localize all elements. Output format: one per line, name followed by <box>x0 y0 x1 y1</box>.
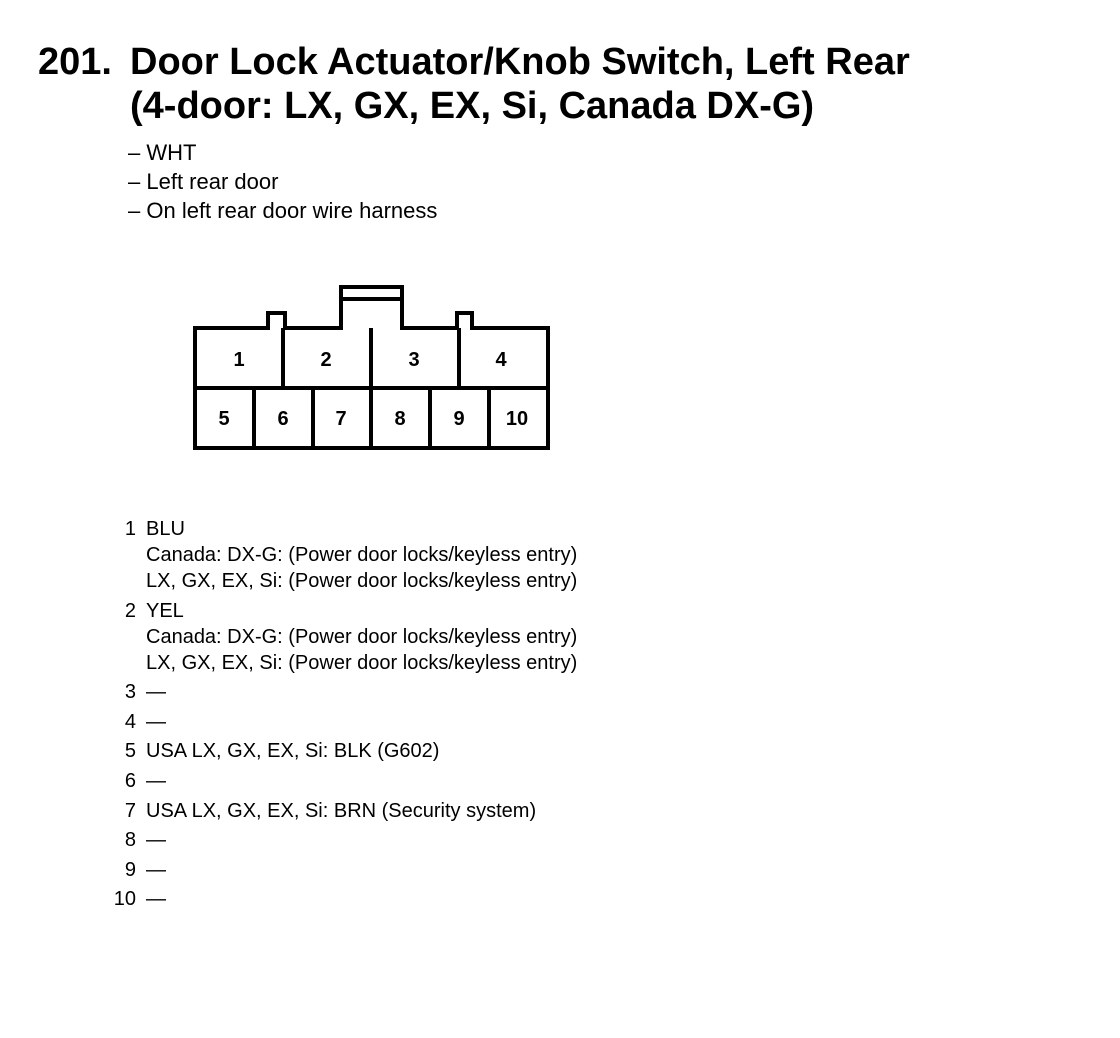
cavity-label: 9 <box>453 408 465 430</box>
connector-color: – WHT <box>128 138 437 167</box>
pin-number: 10 <box>113 888 136 911</box>
title-line-2: (4-door: LX, GX, EX, Si, Canada DX-G) <box>130 85 815 127</box>
pin-number: 9 <box>124 858 136 881</box>
pin-description: — <box>146 769 166 792</box>
pin-description: — <box>146 710 166 733</box>
pin-description: USA LX, GX, EX, Si: BRN (Security system) <box>146 799 537 822</box>
pin-number: 3 <box>124 681 136 704</box>
pin-entry <box>110 857 577 883</box>
pin-entry <box>110 827 577 853</box>
pin-number: 8 <box>124 829 136 852</box>
pin-entry <box>110 516 577 594</box>
pin-entry <box>110 709 577 735</box>
pin-number: 6 <box>124 769 136 792</box>
connector-face-diagram <box>0 0 1120 500</box>
pin-description: — <box>146 858 166 881</box>
pin-number: 1 <box>124 518 136 540</box>
pin-number: 4 <box>124 710 136 733</box>
pin-entry <box>110 598 577 676</box>
pin-entry <box>110 798 577 824</box>
pin-description: — <box>146 681 166 704</box>
pin-entry <box>110 768 577 794</box>
cavity-label: 10 <box>505 408 529 430</box>
pin-description: USA LX, GX, EX, Si: BLK (G602) <box>146 740 440 763</box>
pin-description: LX, GX, EX, Si: (Power door locks/keyless entry) <box>146 570 578 592</box>
cavity-label: 1 <box>233 349 245 371</box>
cavity-label: 2 <box>320 349 332 371</box>
pin-entry <box>110 886 577 912</box>
title-line-1: Door Lock Actuator/Knob Switch, Left Rear <box>130 41 910 83</box>
pin-number: 2 <box>124 599 136 622</box>
pin-number: 7 <box>124 799 136 822</box>
cavity-label: 5 <box>218 408 230 430</box>
cavity-label: 8 <box>394 408 406 430</box>
cavity-label: 3 <box>408 349 420 371</box>
connector-harness: – On left rear door wire harness <box>128 196 437 225</box>
pin-wire-color: BLU <box>146 518 185 540</box>
connector-location: – Left rear door <box>128 167 437 196</box>
pin-description: — <box>146 829 166 852</box>
pin-entry <box>110 679 577 705</box>
pin-description: LX, GX, EX, Si: (Power door locks/keyless entry) <box>146 651 578 674</box>
pin-description: Canada: DX-G: (Power door locks/keyless entry) <box>146 544 578 566</box>
pin-number: 5 <box>124 740 136 763</box>
pin-description: Canada: DX-G: (Power door locks/keyless entry) <box>146 625 578 648</box>
connector-number: 201. <box>38 41 112 83</box>
cavity-label: 4 <box>495 349 507 371</box>
pin-entry <box>110 738 577 764</box>
pinout-list <box>110 516 577 916</box>
cavity-label: 7 <box>335 408 347 430</box>
pin-description: — <box>146 888 166 911</box>
cavity-label: 6 <box>277 408 289 430</box>
pin-wire-color: YEL <box>146 599 184 622</box>
